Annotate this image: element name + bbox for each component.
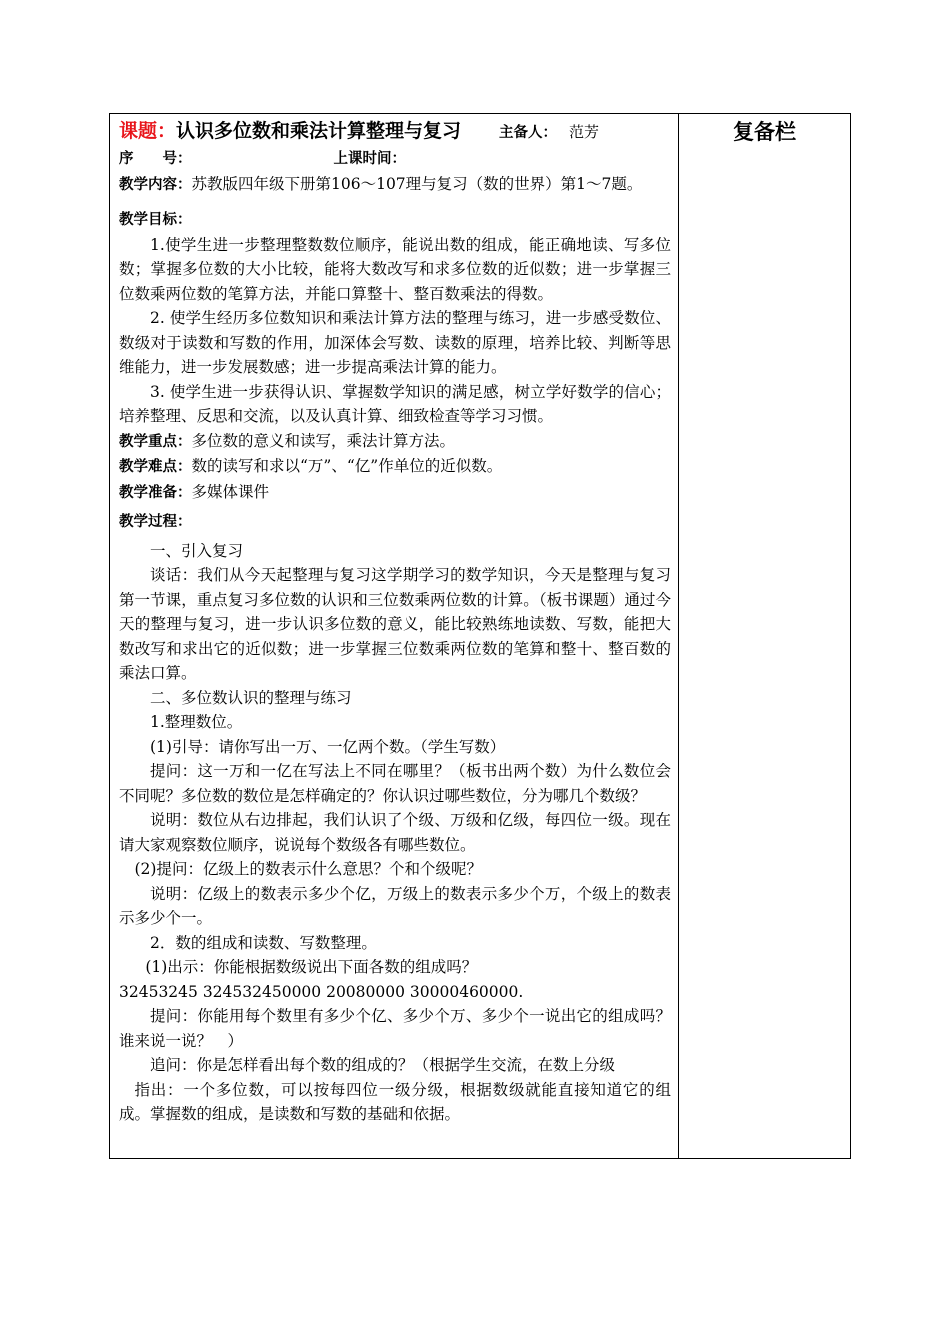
- sequence-row: [119, 146, 671, 172]
- revision-column-title: 复备栏: [733, 120, 796, 144]
- goal-item: 2. 使学生经历多位数知识和乘法计算方法的整理与练习，进一步感受数位、数级对于读数和写数的作用，加深体会写数、读数的原理，培养比较、判断等思维能力，进一步发展数感；进一步提高乘法计算的能力。: [119, 309, 671, 376]
- process-heading: [119, 509, 671, 535]
- process-line: 二、多位数认识的整理与练习: [150, 688, 352, 707]
- process-numbers-line: 32453245 324532450000 20080000 30000460000.: [119, 982, 524, 1001]
- preparation-text: 多媒体课件: [191, 482, 270, 501]
- process-line: (1)引导：请你写出一万、一亿两个数。（学生写数）: [150, 737, 506, 756]
- preparer-label: 主备人：: [499, 125, 558, 141]
- process-line: (2)提问：亿级上的数表示什么意思？个和个级呢？: [134, 860, 482, 878]
- title-row: [119, 116, 671, 146]
- process-line: 谈话：我们从今天起整理与复习这学期学习的数学知识，今天是整理与复习第一节课，重点复习多位数的认识和三位数乘两位数的计算。（板书课题）通过今天的整理与复习，进一步认识多位数的意义，能比较熟练地读数、写数，能把大数改写和求出它的近似数；进一步掌握三位数乘两位数的笔算和整十、整百数的乘法口算。: [119, 566, 671, 682]
- lesson-title: 认识多位数和乘法计算整理与复习: [176, 120, 462, 142]
- key-points: [119, 429, 671, 455]
- process-label: 教学过程：: [119, 514, 192, 530]
- process-line: 说明：数位从右边排起，我们认识了个级、万级和亿级，每四位一级。现在请大家观察数位顺序，说说每个数级各有哪些数位。: [119, 811, 671, 854]
- process-line: (1)出示：你能根据数级说出下面各数的组成吗？: [145, 958, 478, 976]
- goal-item: 1.使学生进一步整理整数数位顺序，能说出数的组成，能正确地读、写多位数；掌握多位数的大小比较，能将大数改写和求多位数的近似数；进一步掌握三位数乘两位数的笔算方法，并能口算整十、整百数乘法的得数。: [119, 235, 671, 303]
- key-points-text: 多位数的意义和读写，乘法计算方法。: [191, 431, 456, 450]
- process-line: 一、引入复习: [150, 541, 244, 560]
- preparer-name: 范芳: [569, 123, 600, 141]
- goal-item: 3. 使学生进一步获得认识、掌握数学知识的满足感，树立学好数学的信心；培养整理、反思和交流，以及认真计算、细致检查等学习习惯。: [119, 382, 671, 425]
- process-line: 2．数的组成和读数、写数整理。: [150, 933, 377, 952]
- preparation-label: 教学准备：: [119, 484, 192, 501]
- process-line: 提问：这一万和一亿在写法上不同在哪里？（板书出两个数）为什么数位会不同呢？多位数的数位是怎样确定的？你认识过哪些数位，分为哪几个数级？: [119, 762, 671, 805]
- teaching-content-label: 教学内容：: [119, 176, 192, 193]
- lesson-plan-table: [109, 113, 851, 1159]
- teaching-goals-label: 教学目标：: [119, 212, 192, 228]
- teaching-content: [119, 172, 671, 198]
- teaching-content-text: 苏教版四年级下册第106～107理与复习（数的世界）第1～7题。: [191, 174, 643, 193]
- title-label: 课题：: [119, 120, 177, 142]
- class-time-label: 上课时间：: [333, 151, 406, 167]
- difficulty-label: 教学难点：: [119, 459, 192, 475]
- revision-column: [679, 114, 850, 147]
- process-line: 1.整理数位。: [150, 713, 243, 731]
- process-line: 说明：亿级上的数表示多少个亿，万级上的数表示多少个万，个级上的数表示多少个一。: [119, 884, 671, 927]
- preparation: [119, 480, 671, 506]
- teaching-goals-heading: [119, 207, 671, 233]
- difficulty-text: 数的读写和求以“万”、“亿”作单位的近似数。: [191, 457, 503, 475]
- lesson-plan-body: [119, 116, 671, 1127]
- process-line: 追问：你是怎样看出每个数的组成的？（根据学生交流，在数上分级: [150, 1056, 616, 1074]
- key-points-label: 教学重点：: [119, 433, 192, 450]
- column-divider: [678, 114, 679, 1158]
- sequence-label: 序 号：: [119, 151, 192, 167]
- process-line: 提问：你能用每个数里有多少个亿、多少个万、多少个一说出它的组成吗？谁来说一说？ ）: [119, 1007, 671, 1050]
- difficulty: [119, 454, 671, 480]
- process-line: 指出：一个多位数，可以按每四位一级分级，根据数级就能直接知道它的组成。掌握数的组成，是读数和写数的基础和依据。: [119, 1080, 671, 1123]
